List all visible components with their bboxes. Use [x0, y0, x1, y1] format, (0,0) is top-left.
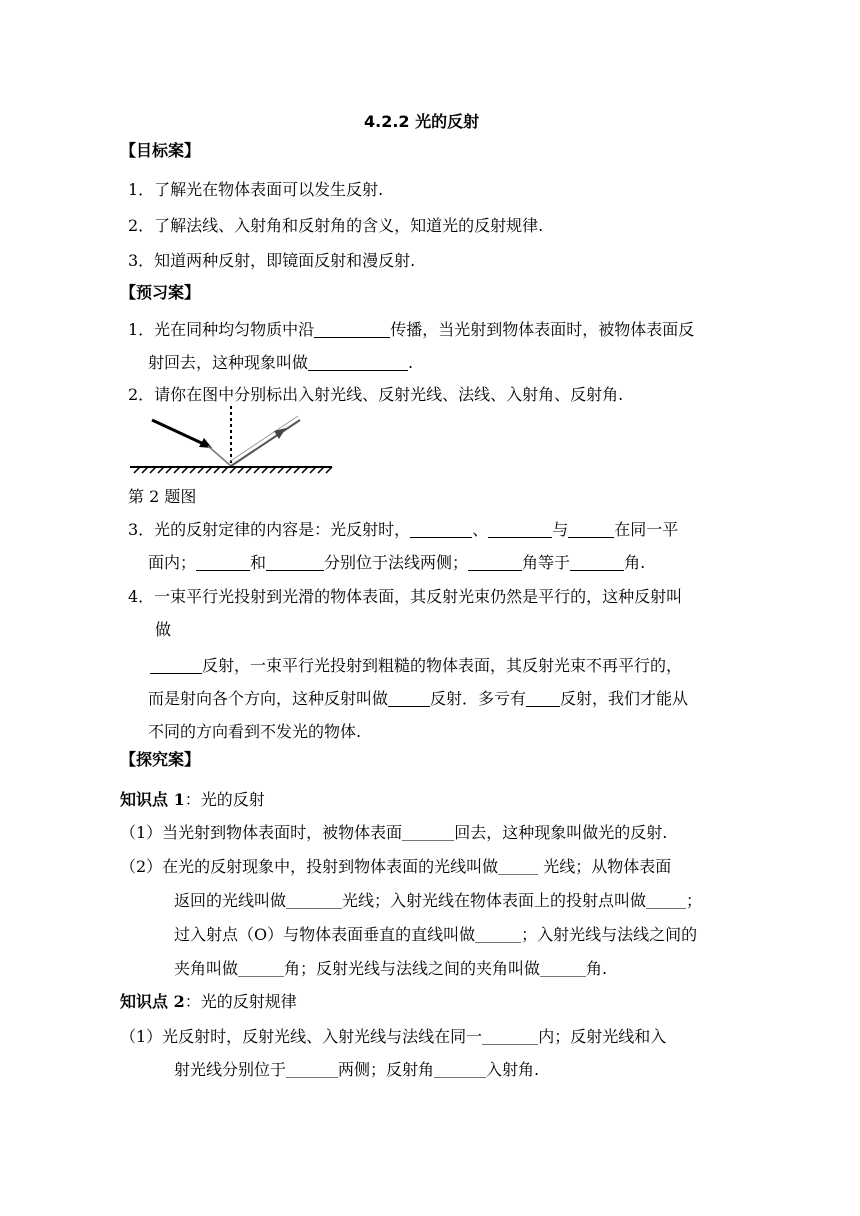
q3-blank-1[interactable]: [410, 521, 472, 538]
kp1-q2-line2: [174, 891, 702, 911]
q3-text-b: 在同一平: [614, 520, 679, 539]
reflected-ray-edge: [229, 416, 298, 462]
kp2-text: ：光的反射规律: [184, 992, 297, 1011]
preview-q2: 2．请你在图中分别标出入射光线、反射光线、法线、入射角、反射角.: [128, 385, 624, 404]
preview-q1-line2: [148, 353, 413, 373]
section-explore-heading: 【探究案】: [120, 750, 201, 769]
kp1-q2-text-g: ；入射光线与法线之间的: [521, 925, 698, 944]
q3-text-c: 面内；: [148, 553, 197, 572]
preview-q3-line2: [148, 553, 645, 573]
q4-text-e: 反射．多亏有: [430, 689, 527, 708]
kp1-q2-blank-6[interactable]: [540, 960, 586, 977]
q3-blank-2[interactable]: [488, 521, 552, 538]
page-title: 4.2.2 光的反射: [364, 112, 480, 131]
q3-text-f: 角等于: [522, 553, 571, 572]
kp2-q1-blank-1[interactable]: [482, 1028, 538, 1045]
kp1-q2-text-b: 光线；从物体表面: [538, 857, 672, 876]
q3-sep-1: 、: [472, 520, 489, 539]
q3-blank-6[interactable]: [468, 554, 522, 571]
preview-q4-line5: 不同的方向看到不发光的物体.: [148, 722, 362, 741]
goal-item-3: 3．知道两种反射，即镜面反射和漫反射.: [128, 251, 416, 270]
q3-blank-4[interactable]: [196, 554, 250, 571]
kp2-q1-text-b: 内；反射光线和入: [538, 1027, 667, 1046]
kp2-label: 知识点 2: [120, 992, 185, 1011]
q3-blank-3[interactable]: [568, 521, 614, 538]
reflected-arrow-icon: [274, 428, 286, 439]
kp1-q1: [120, 823, 667, 843]
kp1-q2-text-e: ；: [686, 891, 703, 910]
kp1-q2-blank-4[interactable]: [475, 926, 521, 943]
kp1-q2-text-j: 角.: [586, 959, 608, 978]
q1-blank-2[interactable]: [308, 354, 408, 371]
kp1-q2-line4: [174, 959, 607, 979]
kp1-q2-line1: [120, 857, 671, 877]
kp1-q2-text-h: 夹角叫做: [174, 959, 239, 978]
incident-ray-end: [208, 446, 231, 466]
kp1-q2-blank-3[interactable]: [646, 892, 686, 909]
kp1-q2-text-f: 过入射点（O）与物体表面垂直的直线叫做: [174, 925, 476, 944]
kp1-q2-blank-1[interactable]: [498, 858, 538, 875]
goal-item-2: 2．了解法线、入射角和反射角的含义，知道光的反射规律.: [128, 216, 544, 235]
kp2-q1-text-a: （1）光反射时，反射光线、入射光线与法线在同一: [120, 1027, 483, 1046]
q4-text-f: 反射，我们才能从: [560, 689, 689, 708]
kp1-q1-blank[interactable]: [402, 824, 454, 841]
figure-caption: 第 2 题图: [128, 487, 197, 506]
kp1-q2-line3: [174, 925, 697, 945]
kp1-q2-text-d: 光线；入射光线在物体表面上的投射点叫做: [342, 891, 647, 910]
kp2-q1-text-d: 两侧；反射角: [338, 1060, 435, 1079]
section-preview-heading: 【预习案】: [120, 283, 201, 302]
q1-blank-1[interactable]: [314, 321, 390, 338]
kp1-q2-text-i: 角；反射光线与法线之间的夹角叫做: [284, 959, 541, 978]
kp1-label: 知识点 1: [120, 790, 185, 809]
q4-blank-1[interactable]: [150, 657, 202, 674]
q3-blank-7[interactable]: [570, 554, 624, 571]
reflection-figure: [128, 404, 334, 474]
q4-text-d: 而是射向各个方向，这种反射叫做: [148, 689, 389, 708]
q3-text-a: 3．光的反射定律的内容是：光反射时，: [128, 520, 411, 539]
kp1-q2-text-a: （2）在光的反射现象中，投射到物体表面的光线叫做: [120, 857, 499, 876]
kp1-text: ：光的反射: [184, 790, 265, 809]
q1-text-b: 传播，当光射到物体表面时，被物体表面反: [390, 320, 695, 339]
kp2-q1-line2: [174, 1060, 539, 1080]
kp1-q2-text-c: 返回的光线叫做: [174, 891, 287, 910]
q4-blank-3[interactable]: [526, 690, 560, 707]
preview-q4-line1: 4．一束平行光投射到光滑的物体表面，其反射光束仍然是平行的，这种反射叫: [128, 587, 683, 606]
q4-blank-2[interactable]: [388, 690, 430, 707]
q3-blank-5[interactable]: [266, 554, 324, 571]
preview-q3-line1: [128, 520, 678, 540]
incident-ray: [152, 420, 208, 446]
kp1-q2-blank-5[interactable]: [238, 960, 284, 977]
q3-text-e: 分别位于法线两侧；: [324, 553, 469, 572]
kp1-q1-text-a: （1）当光射到物体表面时，被物体表面: [120, 823, 403, 842]
kp2-q1-blank-3[interactable]: [434, 1061, 486, 1078]
q1-text-c: 射回去，这种现象叫做: [148, 353, 309, 372]
q3-text-d: 和: [250, 553, 267, 572]
q4-text-c: 反射，一束平行光投射到粗糙的物体表面，其反射光束不再平行的，: [202, 656, 683, 675]
kp1-q2-blank-2[interactable]: [286, 892, 342, 909]
preview-q1-line1: [128, 320, 694, 340]
kp2-heading: [120, 992, 297, 1012]
q1-text-d: .: [408, 353, 414, 372]
preview-q4-line4: [148, 689, 688, 709]
q1-text-a: 1．光在同种均匀物质中沿: [128, 320, 315, 339]
q3-text-g: 角.: [624, 553, 646, 572]
kp2-q1-text-e: 入射角.: [486, 1060, 540, 1079]
kp1-heading: [120, 790, 265, 810]
q3-sep-2: 与: [552, 520, 569, 539]
kp2-q1-blank-2[interactable]: [286, 1061, 338, 1078]
reflected-ray: [231, 420, 300, 466]
kp1-q1-text-b: 回去，这种现象叫做光的反射.: [454, 823, 668, 842]
kp2-q1-line1: [120, 1027, 666, 1047]
goal-item-1: 1．了解光在物体表面可以发生反射.: [128, 180, 384, 199]
preview-q4-line3: [150, 656, 682, 676]
preview-q4-line2: 做: [155, 620, 172, 639]
section-goal-heading: 【目标案】: [120, 141, 201, 160]
kp2-q1-text-c: 射光线分别位于: [174, 1060, 287, 1079]
